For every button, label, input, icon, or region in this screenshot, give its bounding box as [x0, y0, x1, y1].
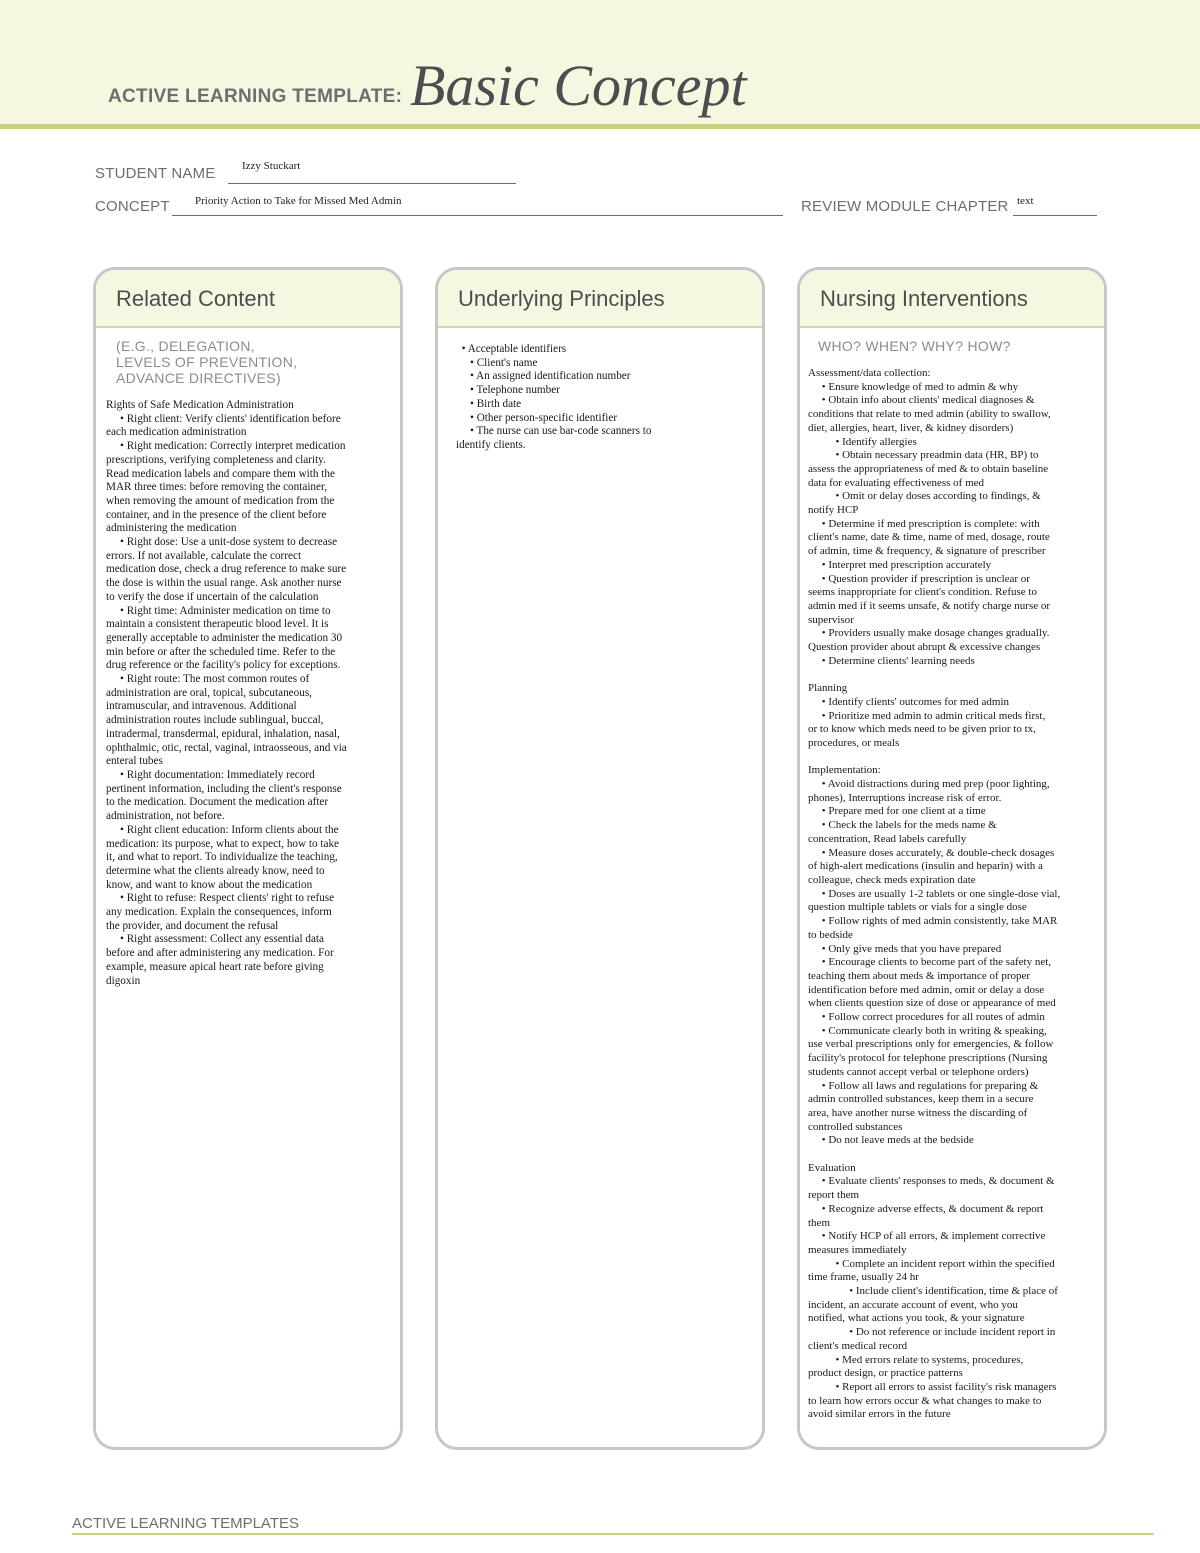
text-line: client's name, date & time, name of med, dosage, route	[808, 531, 1050, 544]
text-line: determine what the clients already know, need to	[106, 864, 325, 877]
nursing-interventions-panel	[797, 267, 1107, 1450]
text-line: example, measure apical heart rate before giving	[106, 960, 324, 973]
text-line: • Client's name	[456, 356, 538, 369]
text-line: of admin, time & frequency, & signature of prescriber	[808, 545, 1046, 558]
text-line: Assessment/data collection:	[808, 367, 931, 379]
review-module-line[interactable]	[1013, 215, 1097, 216]
text-line: use verbal prescriptions only for emergencies, & follow	[808, 1038, 1054, 1051]
text-line: Implementation:	[808, 764, 881, 777]
nursing-interventions-header	[800, 270, 1104, 328]
student-name-label: STUDENT NAME	[95, 165, 216, 182]
text-line: • Providers usually make dosage changes gradually.	[808, 627, 1050, 640]
text-line: it, and what to report. To individualize the teaching,	[106, 851, 338, 864]
text-line: • Communicate clearly both in writing & speaking,	[808, 1024, 1047, 1037]
text-line: intradermal, transdermal, epidural, inhalation, nasal,	[106, 727, 340, 740]
text-line: • Complete an incident report within the specified	[808, 1257, 1055, 1270]
text-line: controlled substances	[808, 1120, 903, 1133]
text-line: • Right dose: Use a unit-dose system to decrease	[106, 536, 338, 549]
related-content-subtitle: (E.G., DELEGATION, LEVELS OF PREVENTION, ADVANCE DIRECTIVES)	[116, 338, 298, 386]
text-line: the dose is within the usual range. Ask another nurse	[106, 577, 342, 590]
text-line: pertinent information, including the client's response	[106, 782, 342, 795]
text-line: • Avoid distractions during med prep (poor lighting,	[808, 778, 1050, 791]
text-line: procedures, or meals	[808, 736, 900, 749]
text-line: Read medication labels and compare them with the	[106, 467, 335, 480]
text-line: • Right to refuse: Respect clients' right to refuse	[106, 892, 335, 905]
text-line: Rights of Safe Medication Administration	[106, 399, 294, 411]
text-line: administration are oral, topical, subcutaneous,	[106, 686, 312, 699]
text-line: • Prepare med for one client at a time	[808, 805, 986, 818]
text-line: • Telephone number	[456, 384, 560, 397]
text-line: assess the appropriateness of med & to obtain baseline	[808, 462, 1049, 475]
related-content-header	[96, 270, 400, 328]
text-line: • Interpret med prescription accurately	[808, 558, 992, 571]
text-line: seems inappropriate for client's condition. Refuse to	[808, 586, 1037, 599]
text-line: data for evaluating effectiveness of med	[808, 476, 985, 489]
text-line: • Obtain info about clients' medical diagnoses &	[808, 394, 1035, 407]
underlying-principles-body[interactable]	[438, 328, 762, 453]
text-line: • Follow all laws and regulations for preparing &	[808, 1079, 1039, 1092]
text-line: • Include client's identification, time & place of	[808, 1285, 1058, 1298]
related-content-title: Related Content	[116, 286, 275, 311]
text-line: • Other person-specific identifier	[456, 411, 618, 424]
text-line: when removing the amount of medication from the	[106, 494, 335, 507]
text-line: of high-alert medications (insulin and heparin) with a	[808, 860, 1043, 873]
text-line: • Right client education: Inform clients about the	[106, 823, 339, 836]
review-module-value[interactable]: text	[1017, 195, 1034, 207]
text-line: administering the medication	[106, 522, 237, 535]
text-line: any medication. Explain the consequences, inform	[106, 906, 332, 919]
text-line: • Right time: Administer medication on time to	[106, 604, 331, 617]
page-title: Basic Concept	[410, 53, 747, 118]
text-line: to learn how errors occur & what changes to make to	[808, 1394, 1042, 1407]
blank-line	[808, 751, 1098, 765]
text-line: conditions that relate to med admin (ability to swallow,	[808, 408, 1051, 421]
concept-line[interactable]	[172, 215, 783, 216]
concept-value[interactable]: Priority Action to Take for Missed Med Admin	[195, 195, 402, 207]
text-line: • Identify allergies	[808, 435, 917, 448]
text-line: • Right route: The most common routes of	[106, 673, 310, 686]
text-line: intramuscular, and intravenous. Additional	[106, 700, 297, 713]
text-line: • Recognize adverse effects, & document & report	[808, 1202, 1044, 1215]
text-line: • Obtain necessary preadmin data (HR, BP) to	[808, 449, 1039, 462]
text-line: • Follow rights of med admin consistently, take MAR	[808, 915, 1058, 928]
text-line: errors. If not available, calculate the correct	[106, 549, 302, 562]
text-line: teaching them about meds & importance of proper	[808, 969, 1031, 982]
nursing-interventions-title: Nursing Interventions	[820, 286, 1028, 311]
related-content-body[interactable]	[96, 386, 400, 988]
text-line: • Identify clients' outcomes for med admin	[808, 695, 1010, 708]
text-line: maintain a consistent therapeutic blood level. It is	[106, 618, 329, 631]
text-line: or to know which meds need to be given prior to tx,	[808, 723, 1036, 736]
text-line: min before or after the scheduled time. Refer to the	[106, 645, 336, 658]
text-line: • Measure doses accurately, & double-check dosages	[808, 846, 1055, 859]
text-line: ophthalmic, otic, rectal, vaginal, intraosseous, and via	[106, 741, 347, 754]
text-line: • Check the labels for the meds name &	[808, 819, 997, 832]
text-line: • Right client: Verify clients' identification before	[106, 412, 341, 425]
text-line: the provider, and document the refusal	[106, 919, 279, 932]
text-line: • Med errors relate to systems, procedures,	[808, 1353, 1024, 1366]
text-line: • Acceptable identifiers	[456, 343, 567, 355]
text-line: • Question provider if prescription is unclear or	[808, 572, 1030, 585]
text-line: client's medical record	[808, 1339, 908, 1352]
text-line: question multiple tablets or vials for a single dose	[808, 901, 1027, 914]
text-line: • Determine clients' learning needs	[808, 654, 975, 667]
text-line: • Do not leave meds at the bedside	[808, 1134, 974, 1147]
text-line: when clients question size of dose or appearance of med	[808, 997, 1056, 1010]
text-line: • Notify HCP of all errors, & implement corrective	[808, 1230, 1046, 1243]
text-line: students cannot accept verbal or telephone orders)	[808, 1065, 1029, 1078]
text-line: Question provider about abrupt & excessive changes	[808, 641, 1041, 654]
text-line: report them	[808, 1189, 860, 1202]
text-line: identify clients.	[456, 438, 526, 451]
text-line: MAR three times: before removing the container,	[106, 481, 328, 494]
text-line: administration, not before.	[106, 810, 225, 823]
text-line: • Prioritize med admin to admin critical meds first,	[808, 709, 1046, 722]
text-line: incident, an accurate account of event, who you	[808, 1298, 1018, 1311]
text-line: administration routes include sublingual, buccal,	[106, 714, 324, 727]
text-line: Planning	[808, 682, 848, 695]
text-line: Evaluation	[808, 1161, 856, 1174]
text-line: • Omit or delay doses according to findings, &	[808, 490, 1041, 503]
footer-rule	[72, 1533, 1154, 1535]
text-line: colleague, check meds expiration date	[808, 873, 976, 886]
underlying-principles-title: Underlying Principles	[458, 286, 665, 311]
related-content-panel	[93, 267, 403, 1450]
text-line: avoid similar errors in the future	[808, 1408, 951, 1421]
review-module-label: REVIEW MODULE CHAPTER	[801, 198, 1009, 215]
text-line: before and after administering any medication. For	[106, 947, 334, 960]
underlying-principles-panel	[435, 267, 765, 1450]
text-line: to bedside	[808, 928, 853, 941]
text-line: • Evaluate clients' responses to meds, & document &	[808, 1175, 1055, 1188]
text-line: • Doses are usually 1-2 tablets or one single-dose vial,	[808, 887, 1061, 900]
text-line: • Right assessment: Collect any essential data	[106, 933, 324, 946]
text-line: supervisor	[808, 613, 854, 626]
text-line: facility's protocol for telephone prescriptions (Nursing	[808, 1052, 1048, 1065]
text-line: measures immediately	[808, 1243, 907, 1256]
text-line: digoxin	[106, 974, 141, 987]
text-line: drug reference or the facility's policy for exceptions.	[106, 659, 341, 672]
underlying-principles-header	[438, 270, 762, 328]
text-line: notify HCP	[808, 504, 859, 517]
text-line: container, and in the presence of the client before	[106, 508, 327, 521]
text-line: notified, what actions you took, & your signature	[808, 1312, 1025, 1325]
text-line: • Do not reference or include incident report in	[808, 1326, 1056, 1339]
text-line: identification before med admin, omit or delay a dose	[808, 983, 1045, 996]
concept-label: CONCEPT	[95, 198, 170, 215]
text-line: • Right medication: Correctly interpret medication	[106, 440, 346, 453]
text-line: prescriptions, verifying completeness and clarity.	[106, 453, 326, 466]
text-line: admin med if it seems unsafe, & notify charge nurse or	[808, 599, 1051, 612]
text-line: • Report all errors to assist facility's risk managers	[808, 1380, 1057, 1393]
student-name-line[interactable]	[228, 183, 516, 184]
student-name-value[interactable]: Izzy Stuckart	[242, 160, 301, 172]
text-line: them	[808, 1216, 830, 1229]
text-line: • Only give meds that you have prepared	[808, 942, 1002, 955]
text-line: know, and want to know about the medication	[106, 878, 313, 891]
text-line: medication dose, check a drug reference to make sure	[106, 563, 347, 576]
text-line: each medication administration	[106, 426, 247, 439]
text-line: time frame, usually 24 hr	[808, 1271, 919, 1284]
text-line: • Right documentation: Immediately record	[106, 768, 315, 781]
text-line: • An assigned identification number	[456, 370, 631, 383]
text-line: generally acceptable to administer the medication 30	[106, 631, 343, 644]
template-label: ACTIVE LEARNING TEMPLATE:	[108, 86, 403, 107]
text-line: admin controlled substances, keep them in a secure	[808, 1093, 1034, 1106]
text-line: concentration, Read labels carefully	[808, 832, 967, 845]
nursing-interventions-body[interactable]	[800, 354, 1104, 1422]
text-line: medication: its purpose, what to expect, how to take	[106, 837, 340, 850]
text-line: • The nurse can use bar-code scanners to	[456, 425, 652, 438]
blank-line	[808, 1148, 1098, 1162]
text-line: to verify the dose if uncertain of the calculation	[106, 590, 319, 603]
text-line: enteral tubes	[106, 755, 163, 768]
text-line: • Ensure knowledge of med to admin & why	[808, 380, 1019, 393]
nursing-interventions-subtitle: WHO? WHEN? WHY? HOW?	[818, 338, 1011, 354]
text-line: • Encourage clients to become part of the safety net,	[808, 956, 1052, 969]
text-line: area, have another nurse witness the discarding of	[808, 1106, 1028, 1119]
text-line: • Determine if med prescription is complete: with	[808, 517, 1040, 530]
text-line: diet, allergies, heart, liver, & kidney disorders)	[808, 421, 1014, 434]
footer-label: ACTIVE LEARNING TEMPLATES	[72, 1515, 299, 1532]
text-line: • Birth date	[456, 397, 522, 410]
text-line: to the medication. Document the medication after	[106, 796, 329, 809]
text-line: • Follow correct procedures for all routes of admin	[808, 1011, 1045, 1024]
text-line: product design, or practice patterns	[808, 1367, 963, 1380]
text-line: phones), Interruptions increase risk of error.	[808, 791, 1002, 804]
blank-line	[808, 668, 1098, 682]
